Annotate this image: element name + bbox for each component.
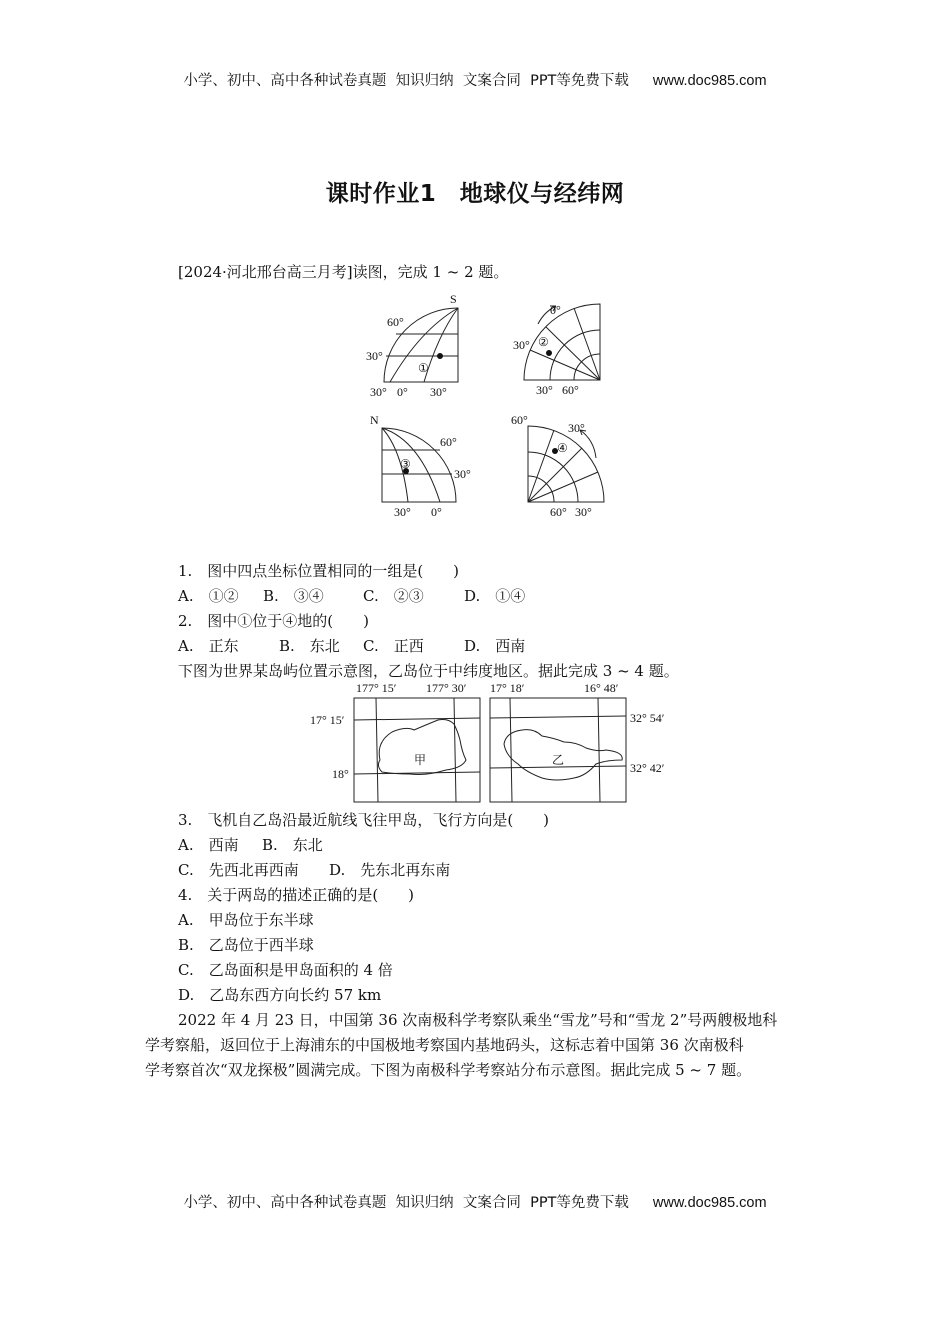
option-d[interactable]: D. ①④ bbox=[464, 587, 526, 605]
question-2-stem: 2. 图中①位于④地的( ) bbox=[178, 612, 370, 630]
d2-bottom-1: 60° bbox=[562, 383, 579, 397]
right-map-top-1: 16° 48′ bbox=[584, 681, 619, 695]
header-url[interactable]: www.doc985.com bbox=[652, 73, 767, 89]
page-footer bbox=[0, 1191, 950, 1212]
d3-bottom-1: 0° bbox=[431, 505, 442, 519]
d1-bottom-1: 0° bbox=[397, 385, 408, 399]
right-map-top-0: 17° 18′ bbox=[490, 681, 525, 695]
d1-lat2-label: 30° bbox=[366, 349, 383, 363]
d2-bottom-0: 30° bbox=[536, 383, 553, 397]
option-b[interactable]: B. 乙岛位于西半球 bbox=[178, 936, 314, 954]
d3-top-label: N bbox=[370, 413, 379, 427]
d2-top-value: 0° bbox=[550, 303, 561, 317]
d1-bottom-2: 30° bbox=[430, 385, 447, 399]
option-c[interactable]: C. 先西北再西南 bbox=[178, 861, 299, 879]
question-4-stem: 4. 关于两岛的描述正确的是( ) bbox=[178, 886, 415, 904]
intro-q1-2: [2024·河北邢台高三月考]读图，完成 1 ~ 2 题。 bbox=[178, 263, 509, 281]
page-header bbox=[0, 69, 950, 90]
question-1-options bbox=[178, 586, 525, 606]
question-3-options-cd bbox=[178, 860, 450, 880]
option-c[interactable]: C. 正西 bbox=[363, 637, 424, 655]
d1-lat1-label: 60° bbox=[387, 315, 404, 329]
left-map-side-1: 18° bbox=[332, 767, 349, 781]
option-c[interactable]: C. 乙岛面积是甲岛面积的 4 倍 bbox=[178, 961, 393, 979]
left-map-side-0: 17° 15′ bbox=[310, 713, 345, 727]
island-map-figure bbox=[306, 680, 686, 808]
option-a[interactable]: A. 西南 bbox=[178, 836, 239, 854]
page-title: 课时作业1 地球仪与经纬网 bbox=[325, 181, 625, 207]
d3-right1-label: 60° bbox=[440, 435, 457, 449]
option-a[interactable]: A. ①② bbox=[178, 587, 239, 605]
d2-left-label: 30° bbox=[513, 338, 530, 352]
question-3-stem: 3. 飞机自乙岛沿最近航线飞往甲岛，飞行方向是( ) bbox=[178, 811, 550, 829]
footer-text: 小学、初中、高中各种试卷真题 知识归纳 文案合同 PPT等免费下载 bbox=[183, 1195, 629, 1211]
d1-bottom-0: 30° bbox=[370, 385, 387, 399]
d3-right2-label: 30° bbox=[454, 467, 471, 481]
intro-q3-4: 下图为世界某岛屿位置示意图，乙岛位于中纬度地区。据此完成 3 ~ 4 题。 bbox=[178, 662, 679, 680]
d3-mark: ③ bbox=[400, 457, 411, 471]
d4-bottom-1: 30° bbox=[575, 505, 592, 519]
option-d[interactable]: D. 先东北再东南 bbox=[329, 861, 451, 879]
question-3-options-ab bbox=[178, 835, 323, 855]
d1-top-label: S bbox=[450, 292, 457, 306]
option-c[interactable]: C. ②③ bbox=[363, 587, 424, 605]
footer-url[interactable]: www.doc985.com bbox=[652, 1195, 767, 1211]
paragraph-line-2: 学考察船，返回位于上海浦东的中国极地考察国内基地码头，这标志着中国第 36 次南极科 bbox=[145, 1036, 744, 1054]
option-a[interactable]: A. 正东 bbox=[178, 637, 239, 655]
d4-topleft-label: 60° bbox=[511, 413, 528, 427]
option-b[interactable]: B. ③④ bbox=[263, 587, 324, 605]
left-map-top-1: 177° 30′ bbox=[426, 681, 467, 695]
paragraph-line-3: 学考察首次“双龙探极”圆满完成。下图为南极科学考察站分布示意图。据此完成 5 ~ 7 题。 bbox=[145, 1061, 752, 1079]
option-d[interactable]: D. 乙岛东西方向长约 57 km bbox=[178, 986, 382, 1004]
d3-bottom-0: 30° bbox=[394, 505, 411, 519]
graticule-figure bbox=[360, 290, 620, 526]
right-map-side-1: 32° 42′ bbox=[630, 761, 665, 775]
d4-bottom-0: 60° bbox=[550, 505, 567, 519]
island-yi-label: 乙 bbox=[552, 753, 565, 767]
paragraph-line-1: 2022 年 4 月 23 日，中国第 36 次南极科学考察队乘坐“雪龙”号和“雪龙 2”号两艘极地科 bbox=[178, 1011, 778, 1029]
left-map-top-0: 177° 15′ bbox=[356, 681, 397, 695]
option-b[interactable]: B. 东北 bbox=[279, 637, 340, 655]
d4-mark: ④ bbox=[557, 441, 568, 455]
d1-mark: ① bbox=[418, 361, 429, 375]
right-map-side-0: 32° 54′ bbox=[630, 711, 665, 725]
header-text: 小学、初中、高中各种试卷真题 知识归纳 文案合同 PPT等免费下载 bbox=[183, 73, 629, 89]
question-1-stem: 1. 图中四点坐标位置相同的一组是( ) bbox=[178, 562, 460, 580]
option-a[interactable]: A. 甲岛位于东半球 bbox=[178, 911, 314, 929]
d2-mark: ② bbox=[538, 335, 549, 349]
option-d[interactable]: D. 西南 bbox=[464, 637, 526, 655]
option-b[interactable]: B. 东北 bbox=[262, 836, 323, 854]
island-jia-label: 甲 bbox=[414, 753, 427, 767]
question-2-options bbox=[178, 636, 525, 656]
d4-top-label: 30° bbox=[568, 421, 585, 435]
